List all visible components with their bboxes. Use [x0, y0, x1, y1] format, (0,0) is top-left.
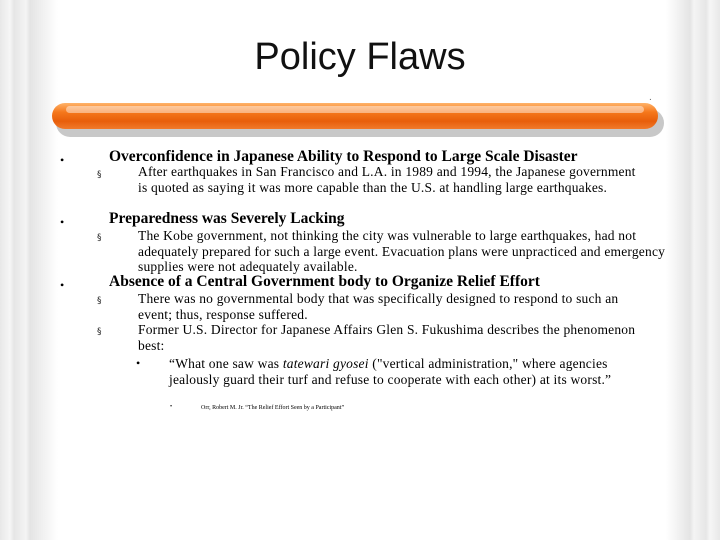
citation-text: Orr, Robert M. Jr. “The Relief Effort Seen by a Participant” — [201, 405, 345, 411]
quote-term: tatewari gyosei — [282, 356, 369, 371]
section-2-heading: Preparedness was Severely Lacking — [109, 210, 345, 227]
section-2-point-1: The Kobe government, not thinking the city was vulnerable to large earthquakes, had not adequately prepared for such a large event. Evacuation plans were unpracticed and emergency supplies were not adequately available. — [138, 228, 666, 274]
section-3-point-1: There was no governmental body that was specifically designed to respond to such an event; thus, response suffered. — [138, 291, 619, 322]
decorative-dot: . — [649, 92, 652, 103]
section-3-heading: Absence of a Central Government body to Organize Relief Effort — [109, 273, 540, 290]
quote-after: ("vertical administration," where agencies jealously guard their turf and refuse to cooperate with each other) at its worst.” — [169, 356, 612, 387]
section-2-point-1-bullet: § — [97, 233, 102, 243]
quote-before: “What one saw was — [169, 356, 283, 371]
quote-text — [169, 356, 659, 387]
citation-bullet: • — [170, 404, 173, 410]
section-3-point-1-bullet: § — [97, 296, 102, 306]
section-1-point-1-bullet: § — [97, 170, 102, 180]
section-3-bullet: • — [60, 278, 65, 292]
section-1-heading: Overconfidence in Japanese Ability to Respond to Large Scale Disaster — [109, 148, 578, 165]
section-3-point-2-bullet: § — [97, 327, 102, 337]
quote-bullet: • — [136, 356, 141, 370]
section-3-point-2: Former U.S. Director for Japanese Affairs Glen S. Fukushima describes the phenomenon best: — [138, 322, 636, 353]
slide-title: Policy Flaws — [254, 36, 466, 78]
section-1-bullet: • — [60, 153, 65, 167]
section-2-bullet: • — [60, 215, 65, 229]
section-1-point-1: After earthquakes in San Francisco and L.A. in 1989 and 1994, the Japanese government is quoted as saying it was more capable than the U.S. at handling large earthquakes. — [138, 164, 636, 195]
